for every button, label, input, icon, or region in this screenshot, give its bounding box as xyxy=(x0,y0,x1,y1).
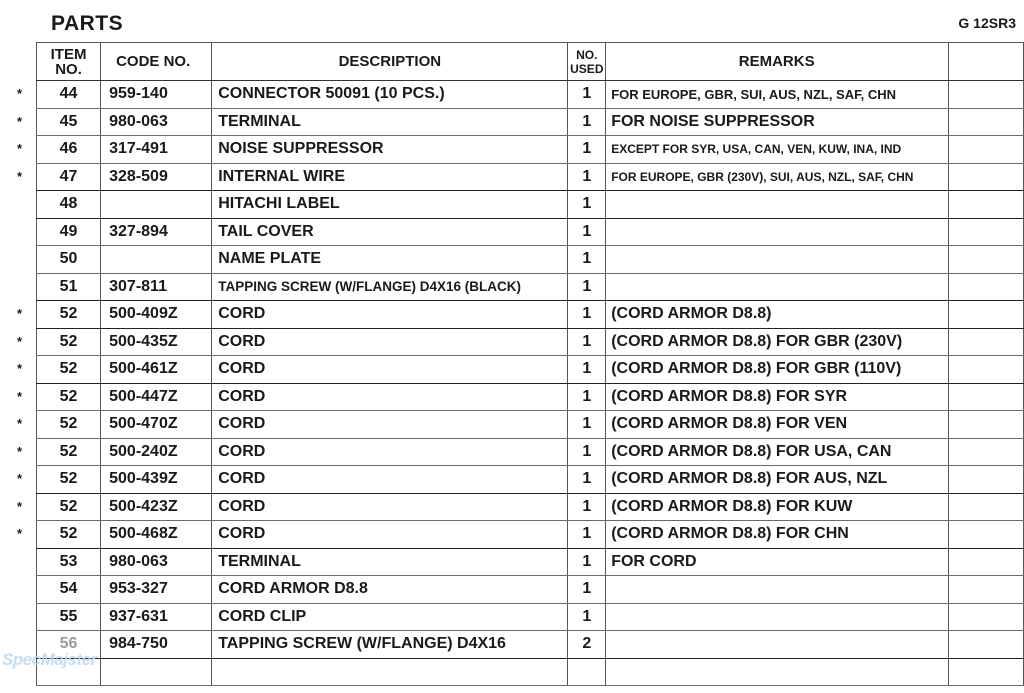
item-no-cell: 44 xyxy=(37,81,101,109)
no-used-cell: 1 xyxy=(568,411,606,439)
table-row xyxy=(37,163,1024,191)
revision-mark: * xyxy=(17,388,23,404)
item-no-cell: 53 xyxy=(37,548,101,576)
code-no-cell: 500-435Z xyxy=(101,328,212,356)
remarks-cell: (CORD ARMOR D8.8) xyxy=(606,301,949,329)
code-no-cell: 980-063 xyxy=(101,108,212,136)
extra-cell xyxy=(949,356,1024,384)
no-used-cell: 1 xyxy=(568,81,606,109)
table-row xyxy=(37,191,1024,219)
description-cell: CORD xyxy=(212,466,568,494)
remarks-cell xyxy=(606,246,949,274)
code-no-cell: 959-140 xyxy=(101,81,212,109)
description-cell: INTERNAL WIRE xyxy=(212,163,568,191)
header-item-line2: NO. xyxy=(55,60,82,78)
code-no-cell: 500-240Z xyxy=(101,438,212,466)
revision-mark: * xyxy=(17,306,23,322)
no-used-cell: 1 xyxy=(568,218,606,246)
extra-cell xyxy=(949,163,1024,191)
remarks-cell xyxy=(606,218,949,246)
no-used-cell: 1 xyxy=(568,603,606,631)
extra-cell xyxy=(949,383,1024,411)
remarks-cell xyxy=(606,273,949,301)
table-row xyxy=(37,466,1024,494)
remarks-cell: (CORD ARMOR D8.8) FOR SYR xyxy=(606,383,949,411)
extra-cell xyxy=(949,411,1024,439)
item-no-cell: 51 xyxy=(37,273,101,301)
code-no-cell: 500-470Z xyxy=(101,411,212,439)
code-no-cell: 307-811 xyxy=(101,273,212,301)
no-used-cell xyxy=(568,658,606,686)
code-no-cell: 500-447Z xyxy=(101,383,212,411)
description-cell: TERMINAL xyxy=(212,548,568,576)
extra-cell xyxy=(949,493,1024,521)
revision-mark: * xyxy=(17,333,23,349)
code-no-cell xyxy=(101,246,212,274)
header-description: DESCRIPTION xyxy=(212,43,568,81)
item-no-cell: 54 xyxy=(37,576,101,604)
item-no-cell: 56 xyxy=(37,631,101,659)
extra-cell xyxy=(949,521,1024,549)
table-row xyxy=(37,218,1024,246)
table-row xyxy=(37,548,1024,576)
item-no-cell: 52 xyxy=(37,383,101,411)
code-no-cell: 984-750 xyxy=(101,631,212,659)
description-cell: CORD ARMOR D8.8 xyxy=(212,576,568,604)
extra-cell xyxy=(949,301,1024,329)
header-item-line1: ITEM xyxy=(50,45,87,63)
description-cell: HITACHI LABEL xyxy=(212,191,568,219)
item-no-cell: 46 xyxy=(37,136,101,164)
code-no-cell: 500-439Z xyxy=(101,466,212,494)
table-row xyxy=(37,246,1024,274)
revision-mark: * xyxy=(17,113,23,129)
table-row xyxy=(37,631,1024,659)
item-no-cell: 50 xyxy=(37,246,101,274)
revision-mark: * xyxy=(17,141,23,157)
extra-cell xyxy=(949,273,1024,301)
table-row xyxy=(37,356,1024,384)
description-cell: TAPPING SCREW (W/FLANGE) D4X16 xyxy=(212,631,568,659)
no-used-cell: 1 xyxy=(568,273,606,301)
item-no-cell: 49 xyxy=(37,218,101,246)
extra-cell xyxy=(949,576,1024,604)
table-row xyxy=(37,658,1024,686)
item-no-cell: 52 xyxy=(37,328,101,356)
revision-mark: * xyxy=(17,86,23,102)
parts-body xyxy=(37,81,1024,686)
item-no-cell: 48 xyxy=(37,191,101,219)
table-row xyxy=(37,438,1024,466)
table-row xyxy=(37,136,1024,164)
item-no-cell: 52 xyxy=(37,466,101,494)
code-no-cell: 937-631 xyxy=(101,603,212,631)
page-title: PARTS xyxy=(51,12,124,35)
remarks-cell: (CORD ARMOR D8.8) FOR CHN xyxy=(606,521,949,549)
no-used-cell: 1 xyxy=(568,383,606,411)
extra-cell xyxy=(949,108,1024,136)
item-no-cell: 55 xyxy=(37,603,101,631)
extra-cell xyxy=(949,328,1024,356)
remarks-cell: FOR CORD xyxy=(606,548,949,576)
code-no-cell: 980-063 xyxy=(101,548,212,576)
no-used-cell: 1 xyxy=(568,191,606,219)
item-no-cell: 52 xyxy=(37,493,101,521)
extra-cell xyxy=(949,218,1024,246)
remarks-cell: (CORD ARMOR D8.8) FOR GBR (230V) xyxy=(606,328,949,356)
header-used-line2: USED xyxy=(570,61,604,76)
table-row xyxy=(37,411,1024,439)
header-remarks: REMARKS xyxy=(606,43,949,81)
code-no-cell: 500-468Z xyxy=(101,521,212,549)
code-no-cell xyxy=(101,658,212,686)
description-cell: CORD CLIP xyxy=(212,603,568,631)
remarks-cell xyxy=(606,658,949,686)
item-no-cell: 45 xyxy=(37,108,101,136)
no-used-cell: 1 xyxy=(568,493,606,521)
item-no-cell: 52 xyxy=(37,521,101,549)
table-row xyxy=(37,576,1024,604)
remarks-cell xyxy=(606,576,949,604)
code-no-cell: 327-894 xyxy=(101,218,212,246)
description-cell: CONNECTOR 50091 (10 PCS.) xyxy=(212,81,568,109)
remarks-cell: (CORD ARMOR D8.8) FOR VEN xyxy=(606,411,949,439)
item-no-cell: 52 xyxy=(37,411,101,439)
no-used-cell: 2 xyxy=(568,631,606,659)
remarks-cell: (CORD ARMOR D8.8) FOR AUS, NZL xyxy=(606,466,949,494)
no-used-cell: 1 xyxy=(568,438,606,466)
table-row xyxy=(37,301,1024,329)
revision-mark: * xyxy=(17,443,23,459)
no-used-cell: 1 xyxy=(568,356,606,384)
code-no-cell xyxy=(101,191,212,219)
revision-mark: * xyxy=(17,498,23,514)
header-item-no xyxy=(37,43,101,81)
remarks-cell: FOR NOISE SUPPRESSOR xyxy=(606,108,949,136)
no-used-cell: 1 xyxy=(568,246,606,274)
description-cell: CORD xyxy=(212,301,568,329)
extra-cell xyxy=(949,191,1024,219)
extra-cell xyxy=(949,631,1024,659)
code-no-cell: 500-409Z xyxy=(101,301,212,329)
no-used-cell: 1 xyxy=(568,108,606,136)
remarks-cell: FOR EUROPE, GBR (230V), SUI, AUS, NZL, SAF, CHN xyxy=(606,163,949,191)
table-row xyxy=(37,273,1024,301)
revision-mark: * xyxy=(17,361,23,377)
description-cell: TAIL COVER xyxy=(212,218,568,246)
description-cell: TERMINAL xyxy=(212,108,568,136)
table-row xyxy=(37,383,1024,411)
revision-mark: * xyxy=(17,416,23,432)
no-used-cell: 1 xyxy=(568,521,606,549)
header-no-used xyxy=(568,43,606,81)
extra-cell xyxy=(949,81,1024,109)
header-used-line1: NO. xyxy=(576,47,598,62)
code-no-cell: 317-491 xyxy=(101,136,212,164)
description-cell: NAME PLATE xyxy=(212,246,568,274)
table-row xyxy=(37,603,1024,631)
item-no-cell: 52 xyxy=(37,438,101,466)
header-extra xyxy=(949,43,1024,81)
extra-cell xyxy=(949,466,1024,494)
remarks-cell: EXCEPT FOR SYR, USA, CAN, VEN, KUW, INA, IND xyxy=(606,136,949,164)
code-no-cell: 500-423Z xyxy=(101,493,212,521)
extra-cell xyxy=(949,658,1024,686)
no-used-cell: 1 xyxy=(568,466,606,494)
remarks-cell xyxy=(606,603,949,631)
no-used-cell: 1 xyxy=(568,548,606,576)
no-used-cell: 1 xyxy=(568,328,606,356)
description-cell: CORD xyxy=(212,383,568,411)
header-code-no: CODE NO. xyxy=(101,43,212,81)
extra-cell xyxy=(949,438,1024,466)
table-header-row xyxy=(37,43,1024,81)
description-cell: CORD xyxy=(212,438,568,466)
no-used-cell: 1 xyxy=(568,576,606,604)
item-no-cell: 47 xyxy=(37,163,101,191)
table-row xyxy=(37,493,1024,521)
table-row xyxy=(37,108,1024,136)
extra-cell xyxy=(949,603,1024,631)
code-no-cell: 328-509 xyxy=(101,163,212,191)
extra-cell xyxy=(949,246,1024,274)
watermark-logo: SpecMajster xyxy=(2,650,97,669)
revision-mark: * xyxy=(17,168,23,184)
remarks-cell: (CORD ARMOR D8.8) FOR KUW xyxy=(606,493,949,521)
remarks-cell: FOR EUROPE, GBR, SUI, AUS, NZL, SAF, CHN xyxy=(606,81,949,109)
description-cell: TAPPING SCREW (W/FLANGE) D4X16 (BLACK) xyxy=(212,273,568,301)
description-cell: CORD xyxy=(212,521,568,549)
remarks-cell xyxy=(606,191,949,219)
no-used-cell: 1 xyxy=(568,163,606,191)
revision-mark: * xyxy=(17,471,23,487)
description-cell: CORD xyxy=(212,356,568,384)
description-cell: NOISE SUPPRESSOR xyxy=(212,136,568,164)
no-used-cell: 1 xyxy=(568,136,606,164)
code-no-cell: 953-327 xyxy=(101,576,212,604)
no-used-cell: 1 xyxy=(568,301,606,329)
item-no-cell: 52 xyxy=(37,356,101,384)
description-cell xyxy=(212,658,568,686)
model-code: G 12SR3 xyxy=(958,15,1016,31)
table-row xyxy=(37,521,1024,549)
code-no-cell: 500-461Z xyxy=(101,356,212,384)
revision-mark: * xyxy=(17,526,23,542)
remarks-cell xyxy=(606,631,949,659)
extra-cell xyxy=(949,548,1024,576)
remarks-cell: (CORD ARMOR D8.8) FOR GBR (110V) xyxy=(606,356,949,384)
extra-cell xyxy=(949,136,1024,164)
description-cell: CORD xyxy=(212,411,568,439)
table-row xyxy=(37,81,1024,109)
description-cell: CORD xyxy=(212,493,568,521)
remarks-cell: (CORD ARMOR D8.8) FOR USA, CAN xyxy=(606,438,949,466)
parts-table xyxy=(36,42,1024,686)
table-row xyxy=(37,328,1024,356)
item-no-cell: 52 xyxy=(37,301,101,329)
description-cell: CORD xyxy=(212,328,568,356)
